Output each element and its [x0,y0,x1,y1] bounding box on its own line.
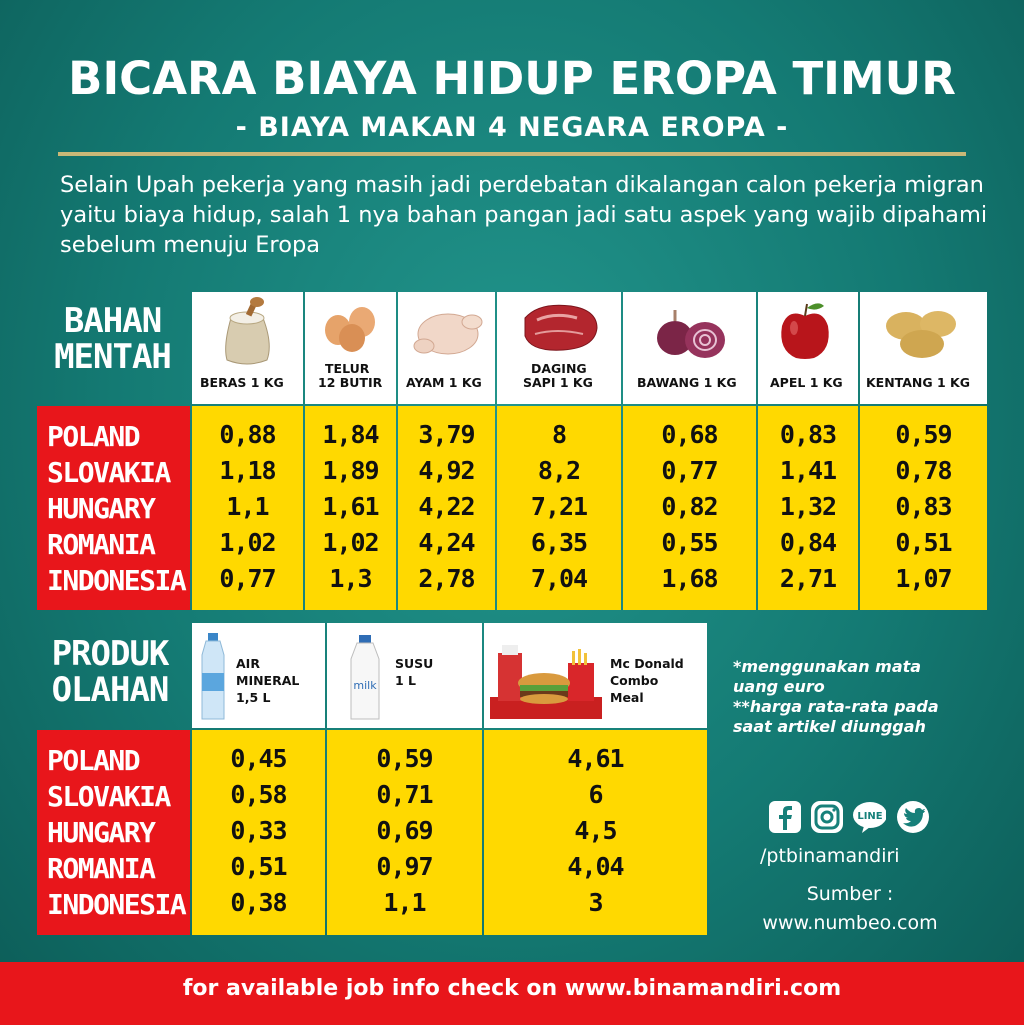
item-label-2: 1 L [395,673,417,688]
item-label: AYAM 1 KG [406,375,482,390]
value-cell: 1,68 [661,564,718,593]
value-cell: 0,83 [779,420,837,449]
value-cell: 8,2 [537,456,581,485]
country-label: ROMANIA [47,852,155,885]
source [740,880,960,938]
item-label-2: MINERAL [236,673,300,688]
item-label: DAGING [531,361,587,376]
value-cell: 4,04 [567,852,624,881]
value-cell: 1,84 [322,420,379,449]
telur-values [305,406,396,610]
header-ayam [398,292,495,404]
beef-icon [519,300,601,356]
processed-section-label [40,636,180,708]
value-cell: 1,02 [219,528,276,557]
processed-label-line2: OLAHAN [51,670,169,710]
apel-values [758,406,858,610]
header-beras [192,292,303,404]
item-label: BERAS 1 KG [200,375,284,390]
milk-text: milk [353,679,377,692]
bawang-values [623,406,756,610]
value-cell: 6,35 [530,528,588,557]
country-label: ROMANIA [47,528,155,561]
value-cell: 1,07 [895,564,952,593]
water-bottle-icon [198,633,228,723]
value-cell: 0,51 [230,852,287,881]
value-cell: 2,71 [779,564,837,593]
value-cell: 0,55 [661,528,718,557]
item-label: AIR [236,656,260,671]
item-label-3: Meal [610,690,644,705]
value-cell: 0,68 [661,420,718,449]
header-kentang [860,292,987,404]
item-label-3: 1,5 L [236,690,271,705]
value-cell: 2,78 [418,564,475,593]
value-cell: 3 [588,888,603,917]
value-cell: 4,92 [418,456,475,485]
kentang-values [860,406,987,610]
note-line: *menggunakan mata [733,657,922,676]
value-cell: 1,61 [322,492,379,521]
rice-sack-icon [217,296,277,366]
item-label: TELUR [325,361,370,376]
note-line: uang euro [733,677,825,696]
source-url[interactable]: www.numbeo.com [762,912,938,934]
item-label: KENTANG 1 KG [866,375,970,390]
social-handle[interactable]: /ptbinamandiri [760,845,900,867]
note-line: saat artikel diunggah [733,717,926,736]
processed-country-column [37,730,190,935]
item-label: SUSU [395,656,434,671]
value-cell: 0,69 [376,816,433,845]
intro-text: Selain Upah pekerja yang masih jadi perdebatan dikalangan calon pekerja migran yaitu biaya hidup, salah 1 nya bahan pangan jadi satu aspek yang wajib dipahami sebelum menuju Eropa [60,172,988,258]
value-cell: 1,41 [779,456,837,485]
susu-values [327,730,482,935]
value-cell: 0,58 [230,780,287,809]
onion-icon [653,306,729,362]
item-label: Mc Donald [610,656,684,671]
value-cell: 0,59 [376,744,433,773]
milk-bottle-icon [347,635,383,721]
value-cell: 0,97 [376,852,433,881]
air-mineral-values [192,730,325,935]
raw-country-column [37,406,190,610]
chicken-icon [408,302,486,362]
header-daging [497,292,621,404]
country-label: SLOVAKIA [47,780,170,813]
country-label: INDONESIA [47,564,186,597]
item-label-2: SAPI 1 KG [523,375,593,390]
value-cell: 4,24 [418,528,475,557]
eggs-icon [320,300,382,352]
value-cell: 0,78 [895,456,952,485]
value-cell: 0,77 [661,456,718,485]
country-label: INDONESIA [47,888,186,921]
value-cell: 3,79 [418,420,475,449]
source-label: Sumber : [806,883,894,905]
value-cell: 0,88 [219,420,276,449]
item-label-2: Combo [610,673,659,688]
country-label: SLOVAKIA [47,456,170,489]
value-cell: 0,59 [895,420,952,449]
daging-values [497,406,621,610]
page-title: BICARA BIAYA HIDUP EROPA TIMUR [68,52,956,105]
value-cell: 1,32 [779,492,837,521]
item-label-2: 12 BUTIR [318,375,383,390]
line-icon[interactable] [852,800,886,834]
value-cell: 0,84 [779,528,837,557]
value-cell: 4,61 [567,744,624,773]
value-cell: 4,5 [574,816,617,845]
country-label: HUNGARY [47,492,155,525]
value-cell: 0,45 [230,744,287,773]
value-cell: 4,22 [418,492,475,521]
line-icon-text: LINE [857,811,883,822]
value-cell: 1,1 [226,492,269,521]
potato-icon [880,302,964,362]
facebook-icon[interactable] [768,800,802,834]
processed-label-line1: PRODUK [51,634,169,674]
value-cell: 0,83 [895,492,952,521]
value-cell: 6 [588,780,603,809]
twitter-icon[interactable] [896,800,930,834]
value-cell: 1,1 [383,888,426,917]
ayam-values [398,406,495,610]
raw-label-line1: BAHAN [63,301,162,341]
value-cell: 7,21 [530,492,588,521]
social-icons [768,800,938,836]
value-cell: 0,38 [230,888,287,917]
burger-meal-icon [488,635,606,723]
header-mcd [484,623,707,728]
value-cell: 0,82 [661,492,718,521]
value-cell: 1,18 [219,456,276,485]
country-label: HUNGARY [47,816,155,849]
item-label: BAWANG 1 KG [637,375,737,390]
value-cell: 0,33 [230,816,287,845]
mcd-values [484,730,707,935]
header-susu [327,623,482,728]
note-line: **harga rata-rata pada [733,697,939,716]
footnotes [733,657,993,737]
header-air-mineral [192,623,325,728]
header-telur [305,292,396,404]
instagram-icon[interactable] [810,800,844,834]
value-cell: 1,89 [322,456,379,485]
value-cell: 7,04 [530,564,588,593]
apple-icon [774,300,836,362]
value-cell: 1,02 [322,528,379,557]
page-subtitle: - BIAYA MAKAN 4 NEGARA EROPA - [235,112,789,143]
footer-text[interactable]: for available job info check on www.binamandiri.com [182,976,842,1001]
header-bawang [623,292,756,404]
divider [58,152,966,156]
beras-values [192,406,303,610]
country-label: POLAND [47,744,140,777]
header-apel [758,292,858,404]
raw-label-line2: MENTAH [54,337,171,377]
value-cell: 0,77 [219,564,276,593]
value-cell: 0,71 [376,780,433,809]
value-cell: 1,3 [329,564,372,593]
country-label: POLAND [47,420,140,453]
item-label: APEL 1 KG [770,375,843,390]
value-cell: 0,51 [895,528,952,557]
value-cell: 8 [551,420,567,449]
raw-section-label [50,303,175,375]
